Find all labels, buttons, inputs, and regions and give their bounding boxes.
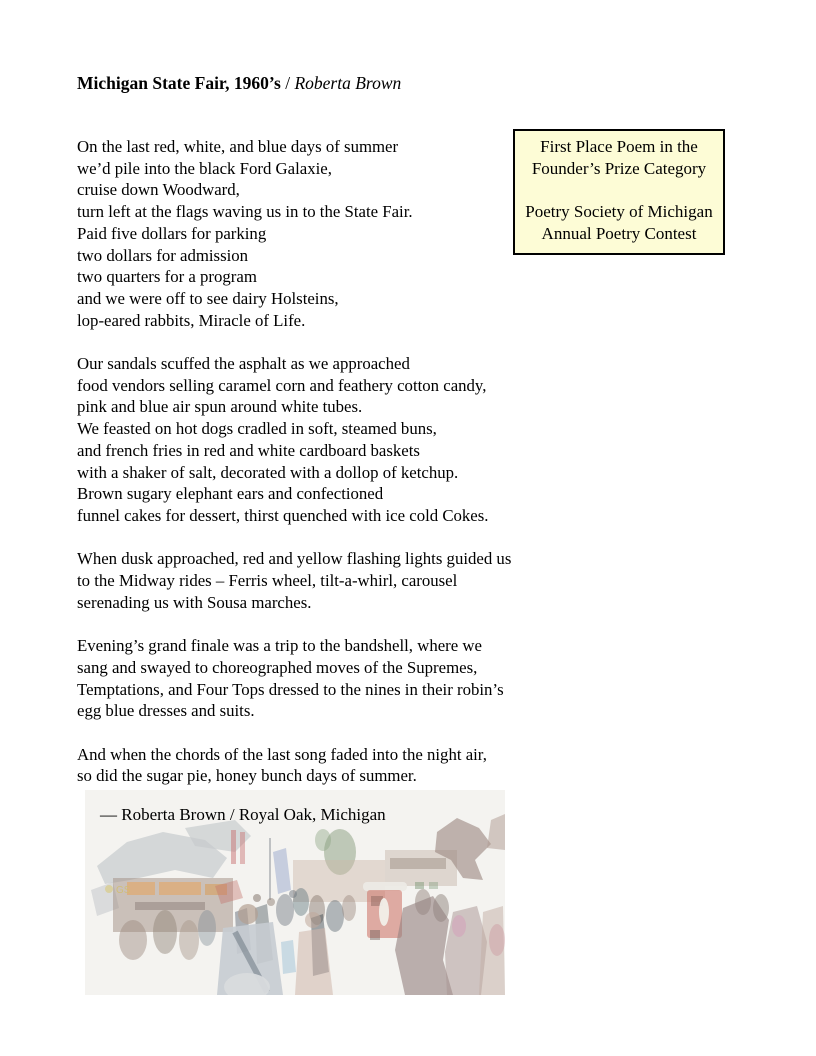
- poem-line: pink and blue air spun around white tubes.: [77, 397, 363, 417]
- poem-line: so did the sugar pie, honey bunch days of summer.: [77, 766, 417, 786]
- poem-line: Our sandals scuffed the asphalt as we approached: [77, 354, 410, 374]
- poem-line: two dollars for admission: [77, 245, 249, 265]
- poem-stanza: [77, 744, 612, 787]
- poem-line: serenading us with Sousa marches.: [77, 592, 312, 612]
- title-separator: /: [280, 73, 295, 93]
- award-box-line: Founder’s Prize Category: [531, 158, 707, 178]
- poem-stanza: [77, 635, 612, 722]
- poem-line: with a shaker of salt, decorated with a dollop of ketchup.: [77, 462, 459, 482]
- poem-line: funnel cakes for dessert, thirst quenched with ice cold Cokes.: [77, 505, 489, 525]
- poem-stanza: [77, 136, 612, 331]
- poem-line: On the last red, white, and blue days of summer: [77, 137, 399, 156]
- poem-line: Evening’s grand finale was a trip to the bandshell, where we: [77, 636, 482, 656]
- poem-line: Paid five dollars for parking: [77, 223, 267, 243]
- award-box-line: First Place Poem in the: [540, 137, 698, 156]
- poem-line: we’d pile into the black Ford Galaxie,: [77, 158, 332, 178]
- poem-line: two quarters for a program: [77, 267, 257, 287]
- poem-body: [77, 136, 612, 787]
- poem-line: sang and swayed to choreographed moves of the Supremes,: [77, 657, 478, 677]
- attribution-line: — Roberta Brown / Royal Oak, Michigan: [100, 805, 386, 824]
- svg-text:GS: GS: [116, 885, 131, 896]
- poem-author-name: Roberta Brown: [294, 73, 402, 93]
- fair-photo-container: [85, 790, 505, 995]
- poem-line: to the Midway rides – Ferris wheel, tilt-a-whirl, carousel: [77, 571, 458, 591]
- poem-line: food vendors selling caramel corn and feathery cotton candy,: [77, 375, 487, 395]
- poem-line: Temptations, and Four Tops dressed to the nines in their robin’s: [77, 679, 504, 699]
- poem-title: [77, 73, 401, 94]
- poem-line: turn left at the flags waving us in to the State Fair.: [77, 202, 413, 222]
- poem-line: Brown sugary elephant ears and confectioned: [77, 484, 384, 504]
- poem-line: And when the chords of the last song faded into the night air,: [77, 744, 487, 764]
- poem-line: cruise down Woodward,: [77, 180, 240, 200]
- poem-stanza: [77, 353, 612, 527]
- award-box-line: Poetry Society of Michigan: [525, 202, 713, 222]
- poem-line: When dusk approached, red and yellow flashing lights guided us: [77, 549, 512, 569]
- poem-line: egg blue dresses and suits.: [77, 701, 255, 721]
- poem-title-text: Michigan State Fair, 1960’s: [77, 73, 281, 93]
- poem-stanza: [77, 548, 612, 613]
- poem-line: and french fries in red and white cardboard baskets: [77, 440, 420, 460]
- poem-line: and we were off to see dairy Holsteins,: [77, 288, 339, 308]
- award-box-line: Annual Poetry Contest: [541, 224, 697, 244]
- poem-line: lop-eared rabbits, Miracle of Life.: [77, 310, 306, 330]
- poem-line: We feasted on hot dogs cradled in soft, steamed buns,: [77, 419, 437, 439]
